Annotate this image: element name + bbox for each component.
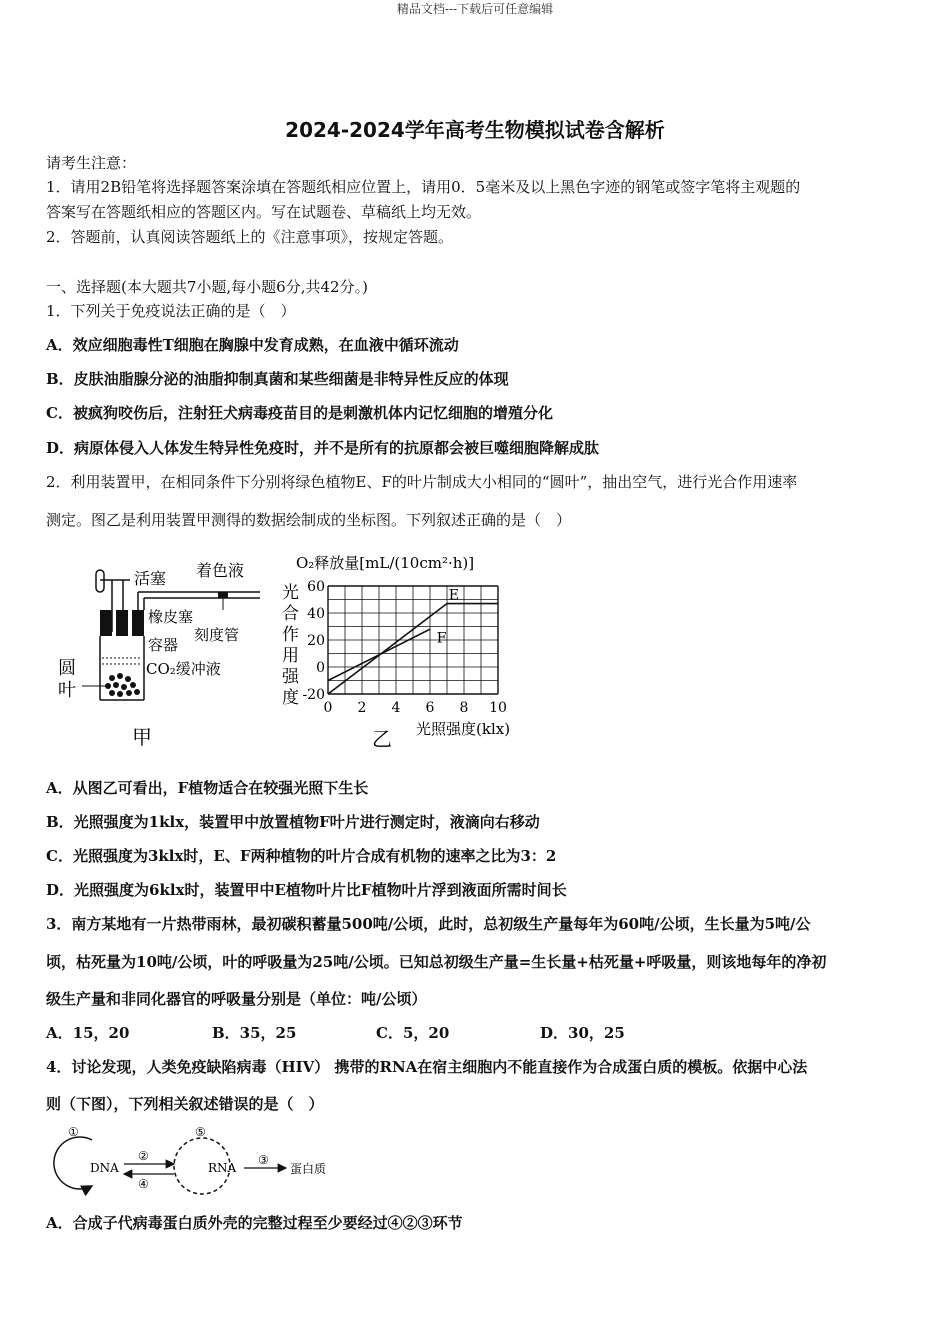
x-tick-label: 4 (391, 700, 401, 716)
step-1: ① (68, 1125, 79, 1139)
q1-option-b: B．皮肤油脂腺分泌的油脂抑制真菌和某些细菌是非特异性反应的体现 (46, 370, 509, 388)
step-2: ② (138, 1149, 149, 1163)
x-tick-label: 2 (357, 700, 367, 716)
q1-option-c: C．被疯狗咬伤后，注射狂犬病毒疫苗目的是刺激机体内记忆细胞的增殖分化 (46, 404, 553, 422)
q3-option-b: B．35，25 (212, 1024, 297, 1042)
y-tick-label: 60 (307, 579, 325, 595)
x-tick-label: 6 (425, 700, 435, 716)
q4-line-2: 则（下图），下列相关叙述错误的是（ ） (46, 1095, 324, 1113)
chart-ylabel (282, 583, 300, 708)
label-leaf-2: 叶 (58, 680, 76, 701)
ylabel-char: 用 (282, 646, 299, 666)
stopper-3 (132, 610, 144, 636)
label-container: 容器 (148, 636, 179, 654)
q2-stem-1: 2．利用装置甲，在相同条件下分别将绿色植物E、F的叶片制成大小相同的“圆叶”，抽出空气，进行光合作用速率 (46, 473, 798, 491)
caption-yi: 乙 (372, 727, 392, 751)
page-header: 精品文档---下载后可任意编辑 (396, 2, 554, 16)
q2-option-c: C．光照强度为3klx时，E、F两种植物的叶片合成有机物的速率之比为3：2 (46, 847, 557, 865)
q2-option-a: A．从图乙可看出，F植物适合在较强光照下生长 (46, 779, 369, 797)
q4-option-a: A．合成子代病毒蛋白质外壳的完整过程至少要经过④②③环节 (46, 1214, 463, 1232)
q3-line-1: 3．南方某地有一片热带雨林，最初碳积蓄量500吨/公顷，此时，总初级生产量每年为60吨/公顷，生长量为5吨/公 (46, 915, 811, 933)
notice-heading: 请考生注意： (46, 154, 137, 172)
colored-drop (218, 592, 228, 598)
chart-xlabel: 光照强度(klx) (416, 720, 511, 738)
label-buffer: CO₂缓冲液 (146, 660, 221, 678)
notice-line-1b: 答案写在答题纸相应的答题区内。写在试题卷、草稿纸上均无效。 (46, 203, 482, 221)
q3-line-3: 级生产量和非同化器官的呼吸量分别是（单位：吨/公顷） (46, 990, 427, 1008)
piston-handle (96, 570, 104, 592)
page-title: 2024-2024学年高考生物模拟试卷含解析 (285, 118, 665, 142)
label-protein: 蛋白质 (290, 1162, 327, 1176)
label-scale-tube: 刻度管 (194, 626, 240, 644)
q2-option-d: D．光照强度为6klx时，装置甲中E植物叶片比F植物叶片浮到液面所需时间长 (46, 881, 567, 899)
step-3: ③ (258, 1153, 269, 1167)
ylabel-char: 合 (282, 604, 299, 624)
label-dna: DNA (90, 1161, 119, 1175)
q1-option-a: A．效应细胞毒性T细胞在胸腺中发育成熟，在血液中循环流动 (46, 336, 459, 354)
x-tick-label: 0 (323, 700, 333, 716)
q2-option-b: B．光照强度为1klx，装置甲中放置植物F叶片进行测定时，液滴向右移动 (46, 813, 540, 831)
label-colored-liquid: 着色液 (196, 561, 245, 580)
notice-line-1a: 1．请用2B铅笔将选择题答案涂填在答题纸相应位置上，请用0．5毫米及以上黑色字迹的钢笔或签字笔将主观题的 (46, 178, 801, 196)
leaf-discs (105, 673, 140, 697)
ylabel-char: 光 (282, 583, 299, 603)
q4-line-1: 4．讨论发现，人类免疫缺陷病毒（HIV） 携带的RNA在宿主细胞内不能直接作为合成蛋白质的模板。依据中心法 (46, 1058, 808, 1076)
q3-option-a: A．15，20 (46, 1024, 130, 1042)
q2-stem-2: 测定。图乙是利用装置甲测得的数据绘制成的坐标图。下列叙述正确的是（ ） (46, 511, 572, 529)
label-rna: RNA (208, 1161, 237, 1175)
q3-option-d: D．30，25 (540, 1024, 625, 1042)
q1-stem: 1．下列关于免疫说法正确的是（ ） (46, 302, 296, 320)
label-piston: 活塞 (134, 569, 167, 588)
section-heading: 一、选择题(本大题共7小题,每小题6分,共42分。) (46, 278, 368, 296)
chart-title: O₂释放量[mL/(10cm²·h)] (296, 554, 475, 572)
y-tick-label: -20 (302, 687, 325, 703)
q3-line-2: 顷，枯死量为10吨/公顷，叶的呼吸量为25吨/公顷。已知总初级生产量=生长量+枯死量+呼吸量，则该地每年的净初 (46, 953, 827, 971)
central-dogma-diagram (40, 1120, 350, 1200)
x-tick-label: 10 (489, 700, 507, 716)
step-4: ④ (138, 1177, 149, 1191)
label-leaf-1: 圆 (58, 658, 76, 679)
y-tick-label: 0 (316, 660, 325, 676)
replication-arrow (54, 1137, 92, 1189)
label-stopper: 橡皮塞 (148, 608, 194, 626)
x-tick-label: 8 (459, 700, 469, 716)
ylabel-char: 强 (282, 667, 299, 687)
ylabel-char: 度 (282, 688, 299, 708)
step-5: ⑤ (195, 1125, 206, 1139)
y-tick-label: 40 (307, 606, 325, 622)
q3-option-c: C．5，20 (376, 1024, 450, 1042)
notice-line-2: 2．答题前，认真阅读答题纸上的《注意事项》，按规定答题。 (46, 228, 454, 246)
stopper-2 (116, 610, 128, 636)
photosynthesis-chart (274, 546, 544, 756)
stopper-1 (100, 610, 112, 636)
apparatus-diagram (50, 552, 280, 757)
ylabel-char: 作 (282, 625, 299, 645)
series-label-F: F (436, 630, 447, 647)
caption-jia: 甲 (132, 725, 152, 749)
q1-option-d: D．病原体侵入人体发生特异性免疫时，并不是所有的抗原都会被巨噬细胞降解成肽 (46, 439, 600, 457)
series-label-E: E (448, 587, 459, 604)
y-tick-label: 20 (307, 633, 325, 649)
